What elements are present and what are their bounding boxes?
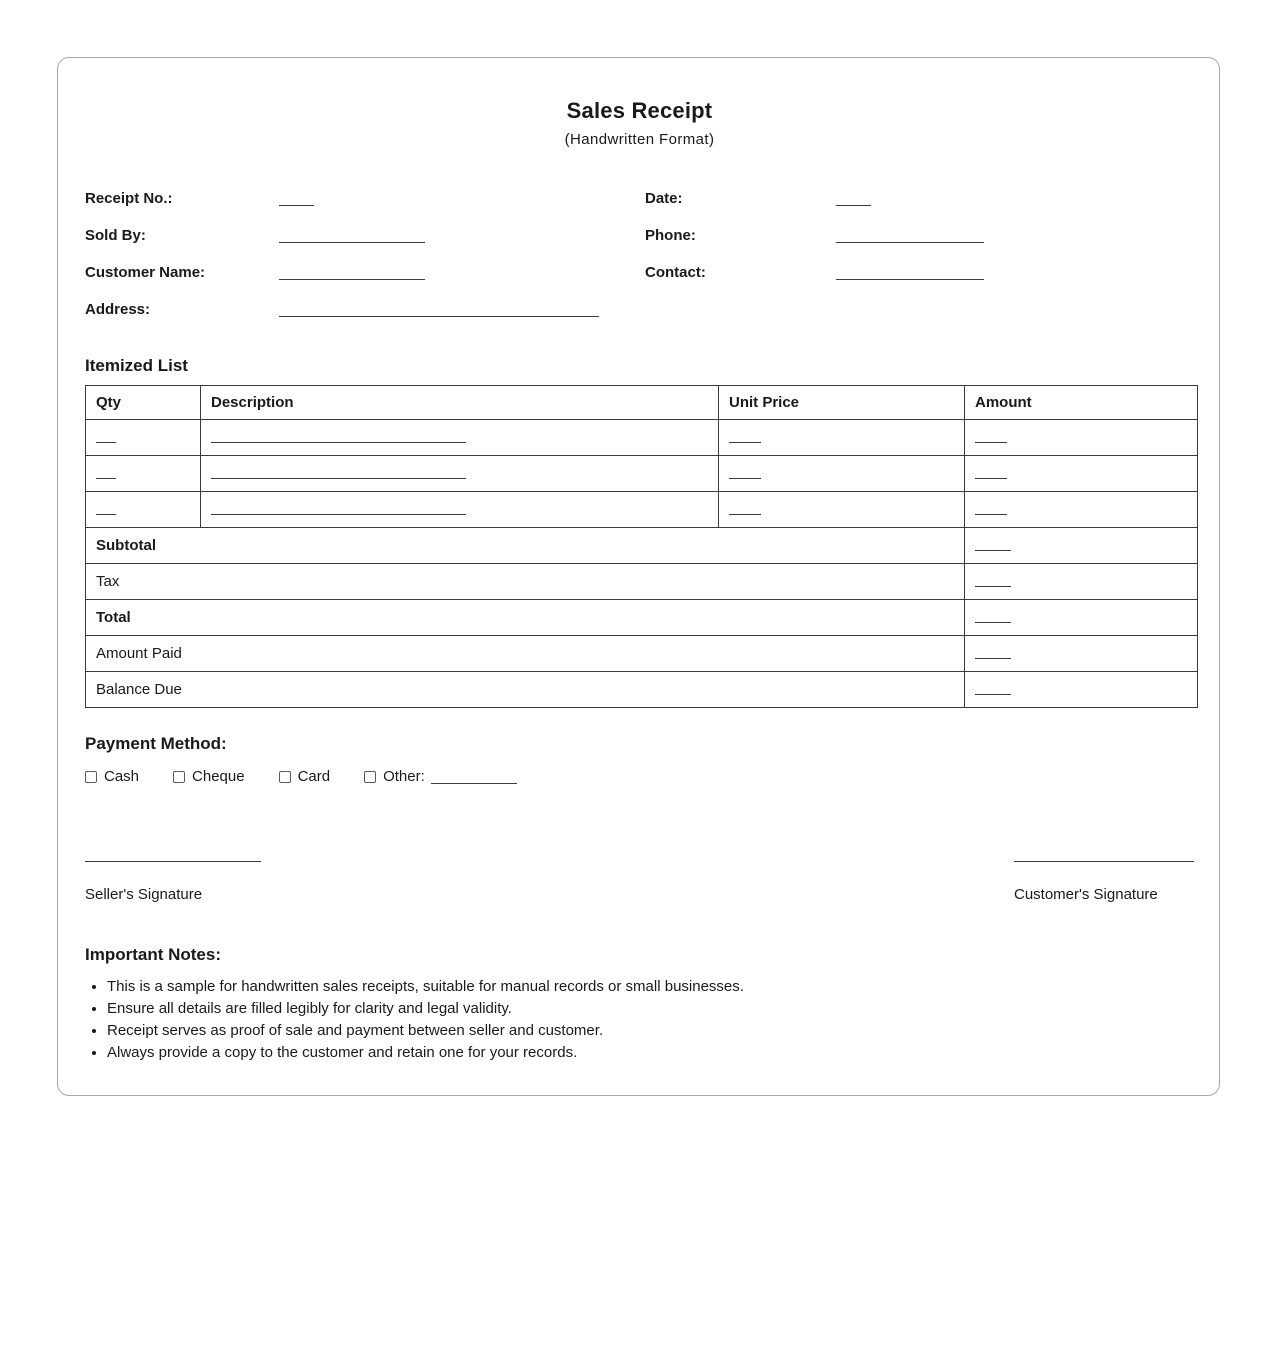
summary-row-balance-due	[86, 672, 1198, 708]
balance-due-label: Balance Due	[86, 672, 965, 708]
payment-option-card[interactable]	[279, 768, 331, 785]
itemized-list-heading: Itemized List	[85, 356, 188, 375]
item-row	[86, 420, 1198, 456]
seller-signature-line	[85, 861, 261, 862]
unit-price-blank	[729, 464, 761, 479]
page-subtitle: (Handwritten Format)	[564, 131, 715, 148]
summary-row-subtotal	[86, 528, 1198, 564]
payment-method-heading: Payment Method:	[85, 734, 227, 753]
customer-signature-line	[1014, 861, 1194, 862]
sold-by-label: Sold By:	[85, 227, 146, 244]
header-fields	[85, 180, 1194, 328]
signatures	[85, 861, 1194, 903]
payment-option-cash[interactable]	[85, 768, 139, 785]
other-checkbox[interactable]	[364, 771, 376, 783]
card-label: Card	[297, 768, 331, 785]
summary-row-tax	[86, 564, 1198, 600]
contact-blank	[836, 265, 984, 280]
balance-due-blank	[975, 680, 1011, 695]
note-item: • Receipt serves as proof of sale and payment between seller and customer.	[107, 1023, 1194, 1038]
summary-row-total	[86, 600, 1198, 636]
seller-signature-label: Seller's Signature	[85, 886, 203, 903]
customer-signature-block	[1014, 861, 1194, 903]
page-title: Sales Receipt	[566, 98, 713, 123]
total-blank	[975, 608, 1011, 623]
unit-price-blank	[729, 428, 761, 443]
item-row	[86, 492, 1198, 528]
amount-blank	[975, 500, 1007, 515]
description-blank	[211, 428, 466, 443]
col-header-description: Description	[201, 386, 719, 420]
subtotal-label: Subtotal	[86, 528, 965, 564]
summary-row-amount-paid	[86, 636, 1198, 672]
tax-label: Tax	[86, 564, 965, 600]
note-item: • Ensure all details are filled legibly for clarity and legal validity.	[107, 1001, 1194, 1016]
address-label: Address:	[85, 301, 151, 318]
total-label: Total	[86, 600, 965, 636]
receipt-card	[57, 57, 1220, 1096]
amount-paid-blank	[975, 644, 1011, 659]
note-item: • Always provide a copy to the customer and retain one for your records.	[107, 1045, 1194, 1060]
table-header-row	[86, 386, 1198, 420]
description-blank	[211, 500, 466, 515]
address-blank	[279, 302, 599, 317]
phone-label: Phone:	[645, 227, 696, 244]
date-blank	[836, 191, 871, 206]
note-item: • This is a sample for handwritten sales receipts, suitable for manual records or small businesses.	[107, 979, 1194, 994]
qty-blank	[96, 500, 116, 515]
amount-paid-label: Amount Paid	[86, 636, 965, 672]
other-label: Other:	[383, 768, 425, 785]
receipt-no-blank	[279, 191, 314, 206]
subtotal-blank	[975, 536, 1011, 551]
amount-blank	[975, 464, 1007, 479]
customer-name-blank	[279, 265, 425, 280]
qty-blank	[96, 464, 116, 479]
tax-blank	[975, 572, 1011, 587]
seller-signature-block	[85, 861, 261, 903]
other-blank	[431, 769, 517, 784]
payment-option-cheque[interactable]	[173, 768, 245, 785]
cheque-label: Cheque	[192, 768, 245, 785]
itemized-table	[85, 385, 1198, 708]
cash-checkbox[interactable]	[85, 771, 97, 783]
col-header-qty: Qty	[86, 386, 201, 420]
card-checkbox[interactable]	[279, 771, 291, 783]
payment-options	[85, 768, 1194, 785]
customer-name-label: Customer Name:	[85, 264, 206, 281]
page	[0, 57, 1278, 1357]
sold-by-blank	[279, 228, 425, 243]
col-header-unit-price: Unit Price	[719, 386, 965, 420]
qty-blank	[96, 428, 116, 443]
unit-price-blank	[729, 500, 761, 515]
date-label: Date:	[645, 190, 683, 207]
contact-label: Contact:	[645, 264, 706, 281]
cash-label: Cash	[104, 768, 140, 785]
col-header-amount: Amount	[965, 386, 1198, 420]
customer-signature-label: Customer's Signature	[1014, 886, 1158, 903]
payment-option-other[interactable]	[364, 768, 517, 785]
description-blank	[211, 464, 466, 479]
amount-blank	[975, 428, 1007, 443]
item-row	[86, 456, 1198, 492]
receipt-no-label: Receipt No.:	[85, 190, 173, 207]
cheque-checkbox[interactable]	[173, 771, 185, 783]
important-notes-list	[85, 979, 1194, 1060]
phone-blank	[836, 228, 984, 243]
important-notes-heading: Important Notes:	[85, 945, 221, 964]
